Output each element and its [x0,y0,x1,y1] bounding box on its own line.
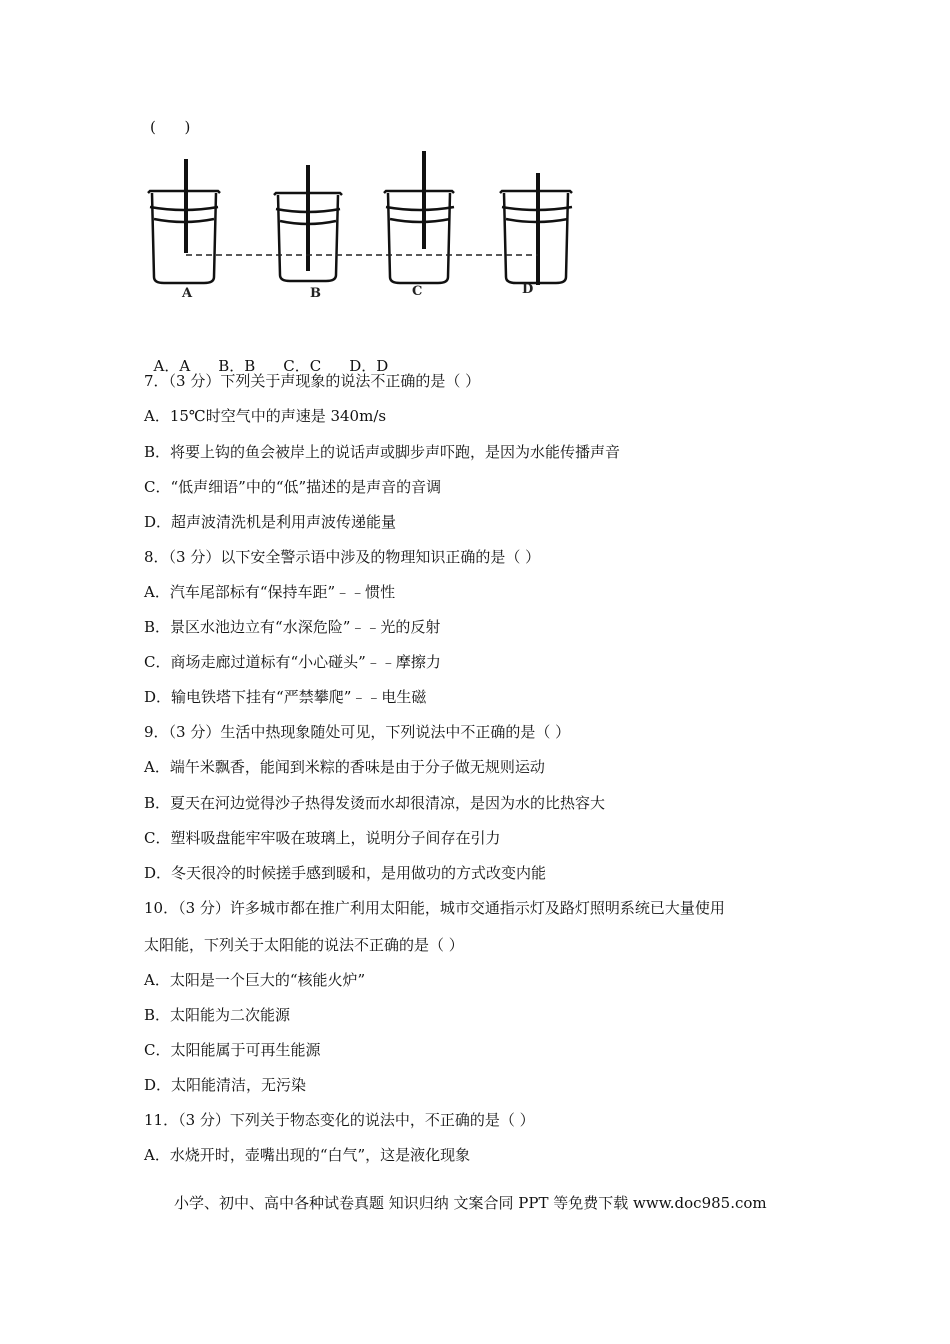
label-d: D [522,282,534,297]
q11-option-a: A．水烧开时，壶嘴出现的“白气”，这是液化现象 [144,1146,471,1164]
question-10: 10．（3 分）许多城市都在推广利用太阳能，城市交通指示灯及路灯照明系统已大量使用 [144,899,725,917]
q7-option-a: A．15℃时空气中的声速是 340m/s [144,407,387,425]
q7-option-d: D．超声波清洗机是利用声波传递能量 [144,513,397,531]
q8-option-d: D．输电铁塔下挂有“严禁攀爬”﹣﹣电生磁 [144,688,427,706]
label-a: A [182,286,193,301]
q6-option-d: D．D [349,357,389,375]
beaker-d [500,173,572,285]
q9-option-c: C．塑料吸盘能牢牢吸在玻璃上，说明分子间存在引力 [144,829,501,847]
page-footer: 小学、初中、高中各种试卷真题 知识归纳 文案合同 PPT 等免费下载 www.doc985.com [174,1194,767,1212]
question-11: 11．（3 分）下列关于物态变化的说法中，不正确的是（ ） [144,1111,535,1129]
label-c: C [412,284,423,299]
q7-option-b: B．将要上钩的鱼会被岸上的说话声或脚步声吓跑，是因为水能传播声音 [144,443,621,461]
beaker-c [384,151,454,283]
q7-option-c: C．“低声细语”中的“低”描述的是声音的音调 [144,478,442,496]
beaker-a [148,159,220,283]
question-8: 8．（3 分）以下安全警示语中涉及的物理知识正确的是（ ） [144,548,541,566]
q6-option-b: B．B [218,357,256,375]
q8-option-b: B．景区水池边立有“水深危险”﹣﹣光的反射 [144,618,441,636]
q6-option-c: C．C [283,357,322,375]
question-9: 9．（3 分）生活中热现象随处可见，下列说法中不正确的是（ ） [144,723,571,741]
q9-option-d: D．冬天很冷的时候搓手感到暖和，是用做功的方式改变内能 [144,864,547,882]
question-10-continued: 太阳能，下列关于太阳能的说法不正确的是（ ） [144,936,464,954]
answer-parenthesis: ( ) [150,118,191,136]
beaker-b [274,165,342,281]
q8-option-c: C．商场走廊过道标有“小心碰头”﹣﹣摩擦力 [144,653,441,671]
q6-option-a: A．A [153,357,191,375]
q10-option-a: A．太阳是一个巨大的“核能火炉” [144,971,366,989]
label-b: B [310,286,321,301]
q9-option-a: A．端午米飘香，能闻到米粽的香味是由于分子做无规则运动 [144,758,545,776]
q10-option-c: C．太阳能属于可再生能源 [144,1041,321,1059]
question-7: 7．（3 分）下列关于声现象的说法不正确的是（ ） [144,372,481,390]
q8-option-a: A．汽车尾部标有“保持车距”﹣﹣惯性 [144,583,396,601]
q10-option-b: B．太阳能为二次能源 [144,1006,291,1024]
thermometer-beakers-figure [140,145,600,305]
q9-option-b: B．夏天在河边觉得沙子热得发烫而水却很清凉，是因为水的比热容大 [144,794,606,812]
q10-option-d: D．太阳能清洁，无污染 [144,1076,307,1094]
